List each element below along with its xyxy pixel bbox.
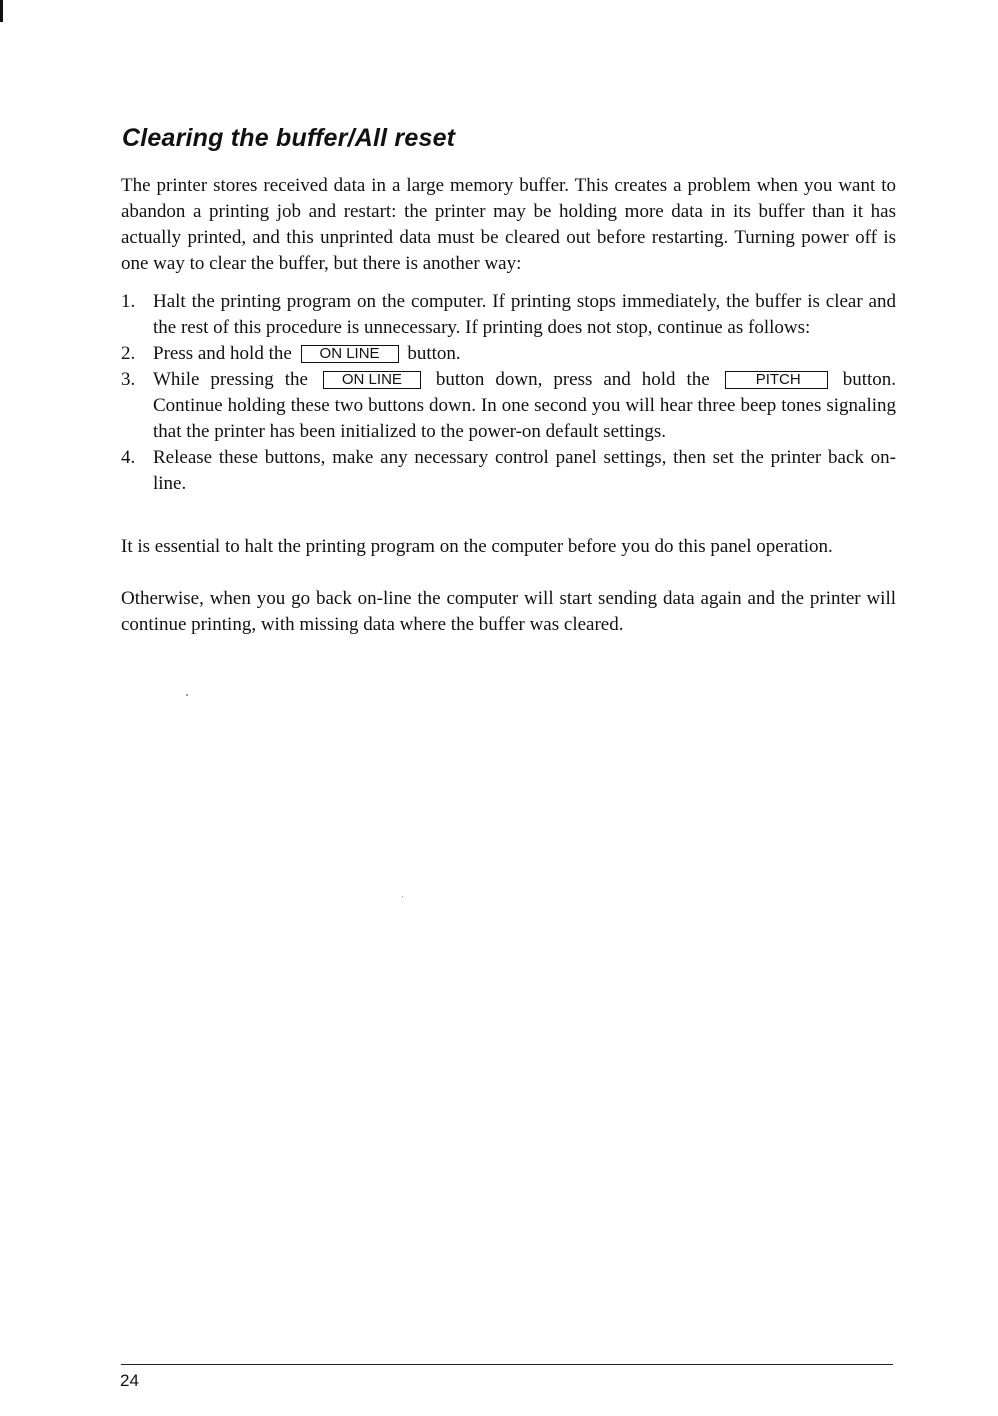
step-1 (121, 289, 896, 341)
step-text-middle: button down, press and hold the (424, 369, 721, 390)
step-number: 1. (121, 291, 136, 312)
step-4 (121, 445, 896, 497)
intro-paragraph: The printer stores received data in a large memory buffer. This creates a problem when you want to abandon a printing job and restart: the printer may be holding more data in its buffer than it has actually printed, and this unprinted data must be cleared out before restarting. Turning power off is one way to clear the buffer, but there is another way: (121, 175, 896, 274)
step-number: 3. (121, 369, 136, 390)
step-number: 2. (121, 343, 136, 364)
step-text-before: While pressing the (153, 369, 319, 390)
step-text-after: button. (402, 343, 461, 364)
procedure-steps (121, 289, 896, 497)
pitch-key-label: PITCH (725, 371, 828, 389)
scan-speck (402, 896, 403, 897)
step-2 (121, 341, 896, 367)
step-3 (121, 367, 896, 445)
step-text-after: button. Continue holding these two buttons down. In one second you will hear three beep tones signaling that the printer has been initialized to the power-on default settings. (153, 369, 896, 442)
scan-speck (186, 694, 188, 696)
margin-bar (0, 0, 3, 22)
note-paragraph: It is essential to halt the printing program on the computer before you do this panel operation. (121, 536, 833, 557)
section-heading: Clearing the buffer/All reset (122, 124, 456, 152)
note-paragraph-continued: Otherwise, when you go back on-line the computer will start sending data again and the printer will continue printing, with missing data where the buffer was cleared. (121, 588, 896, 635)
step-text: Release these buttons, make any necessary control panel settings, then set the printer back on-line. (153, 447, 896, 494)
step-text-before: Press and hold the (153, 343, 297, 364)
online-key-label: ON LINE (323, 371, 421, 389)
step-text: Halt the printing program on the computer. If printing stops immediately, the buffer is clear and the rest of this procedure is unnecessary. If printing does not stop, continue as follows: (153, 291, 896, 338)
footer-rule (121, 1364, 893, 1365)
page-number: 24 (120, 1371, 139, 1390)
step-number: 4. (121, 447, 136, 468)
online-key-label: ON LINE (301, 345, 399, 363)
